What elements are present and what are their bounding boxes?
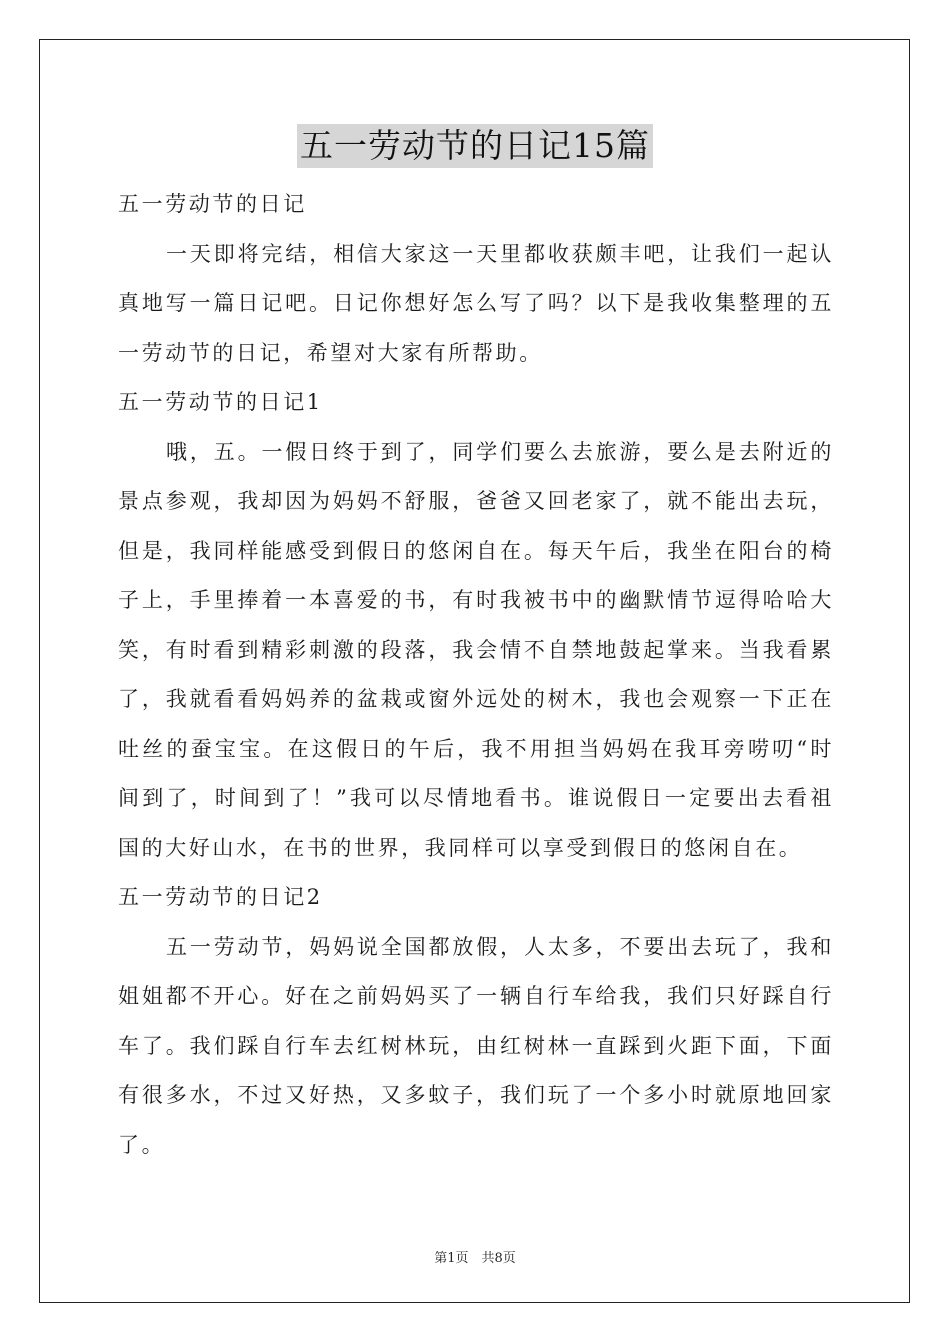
section-heading-1: 五一劳动节的日记1 (118, 390, 323, 414)
intro-paragraph: 一天即将完结，相信大家这一天里都收获颇丰吧，让我们一起认真地写一篇日记吧。日记你想好怎么写了吗？以下是我收集整理的五一劳动节的日记，希望对大家有所帮助。 (118, 241, 834, 365)
section-paragraph-2: 五一劳动节，妈妈说全国都放假，人太多，不要出去玩了，我和姐姐都不开心。好在之前妈妈买了一辆自行车给我，我们只好踩自行车了。我们踩自行车去红树林玩，由红树林一直踩到火距下面，下面有很多水，不过又好热，又多蚊子，我们玩了一个多小时就原地回家了。 (118, 934, 834, 1157)
document-body (118, 180, 834, 1170)
page-footer (0, 1247, 950, 1266)
page-number-label: 第1页 共8页 (434, 1251, 516, 1266)
document-title: 五一劳动节的日记15篇 (297, 124, 653, 168)
title-wrapper (0, 124, 950, 168)
section-heading-2: 五一劳动节的日记2 (118, 885, 323, 909)
intro-heading: 五一劳动节的日记 (118, 192, 307, 216)
section-paragraph-1: 哦，五。一假日终于到了，同学们要么去旅游，要么是去附近的景点参观，我却因为妈妈不舒服，爸爸又回老家了，就不能出去玩，但是，我同样能感受到假日的悠闲自在。每天午后，我坐在阳台的椅子上，手里捧着一本喜爱的书，有时我被书中的幽默情节逗得哈哈大笑，有时看到精彩刺激的段落，我会情不自禁地鼓起掌来。当我看累了，我就看看妈妈养的盆栽或窗外远处的树木，我也会观察一下正在吐丝的蚕宝宝。在这假日的午后，我不用担当妈妈在我耳旁唠叨“时间到了，时间到了！”我可以尽情地看书。谁说假日一定要出去看祖国的大好山水，在书的世界，我同样可以享受到假日的悠闲自在。 (118, 439, 834, 860)
